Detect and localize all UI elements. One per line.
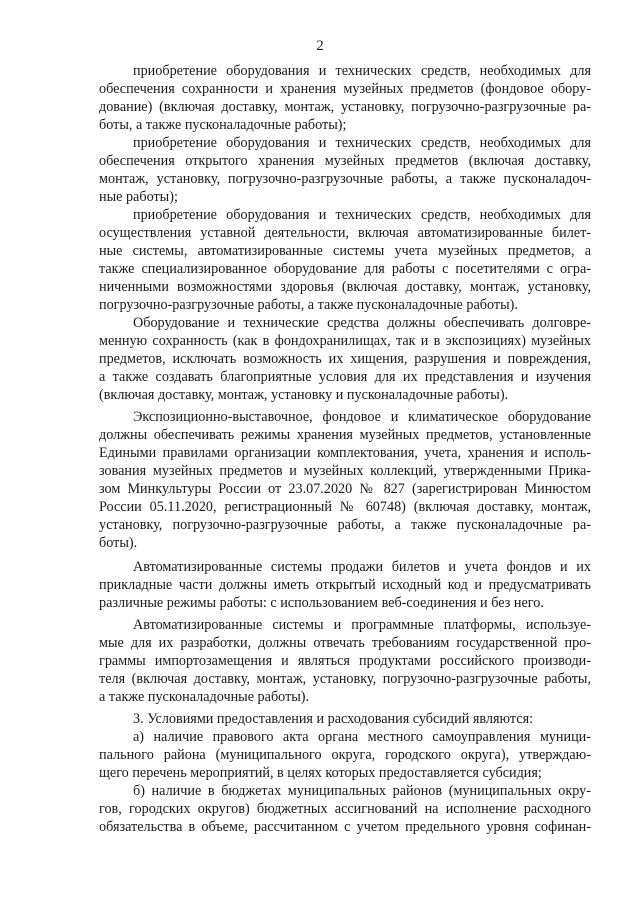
text-line: приобретение оборудования и технических средств, необходимых для: [133, 135, 591, 151]
text-line: боты).: [99, 535, 138, 551]
paragraph: [99, 408, 591, 552]
text-line: осуществления уставной деятельности, включая автоматизированные билет-: [99, 225, 591, 241]
text-line: а) наличие правового акта органа местного самоуправления муници-: [133, 729, 591, 745]
text-line: монтаж, установку, погрузочно-разгрузочные работы, а также пусконаладоч-: [99, 171, 591, 187]
text-line: Автоматизированные системы продажи билетов и учета фондов и их: [133, 559, 591, 575]
text-line: Автоматизированные системы и программные платформы, используе-: [133, 617, 591, 633]
paragraph: [99, 314, 591, 404]
paragraph: [99, 710, 591, 728]
text-line: 3. Условиями предоставления и расходования субсидий являются:: [133, 711, 534, 727]
text-line: погрузочно-разгрузочные работы, а также пусконаладочные работы).: [99, 297, 518, 313]
text-line: Едиными правилами организации комплектования, учета, хранения и исполь-: [99, 445, 591, 461]
text-line: дование) (включая доставку, монтаж, установку, погрузочно-разгрузочные ра-: [99, 99, 591, 115]
text-line: (включая доставку, монтаж, установку и пусконаладочные работы).: [99, 387, 509, 403]
text-line: боты, а также пусконаладочные работы);: [99, 117, 347, 133]
text-line: приобретение оборудования и технических средств, необходимых для: [133, 63, 591, 79]
text-line: менную сохранность (как в фондохранилищах, так и в экспозициях) музейных: [99, 333, 591, 349]
text-line: также специализированное оборудование для работы с посетителями с огра-: [99, 261, 591, 277]
text-line: Экспозиционно-выставочное, фондовое и климатическое оборудование: [133, 409, 591, 425]
text-line: теля (включая доставку, монтаж, установку, погрузочно-разгрузочные работы,: [99, 671, 591, 687]
text-line: ниченными возможностями здоровья (включая доставку, монтаж, установку,: [99, 279, 591, 295]
paragraph: [99, 558, 591, 612]
page-number: 2: [316, 38, 324, 54]
text-line: обеспечения открытого хранения музейных предметов (включая доставку,: [99, 153, 591, 169]
text-line: щего перечень мероприятий, в целях которых предоставляется субсидия;: [99, 765, 542, 781]
text-line: обеспечения сохранности и хранения музейных предметов (фондовое обору-: [99, 81, 591, 97]
text-line: Оборудование и технические средства должны обеспечивать долговре-: [133, 315, 591, 331]
text-line: ные работы);: [99, 189, 178, 205]
text-line: зом Минкультуры России от 23.07.2020 № 827 (зарегистрирован Минюстом: [99, 481, 591, 497]
paragraph: [99, 728, 591, 782]
text-line: различные режимы работы: с использованием веб-соединения и без него.: [99, 595, 544, 611]
text-line: граммы импортозамещения и являться продуктами российского производи-: [99, 653, 591, 669]
document-body: [99, 62, 591, 836]
text-line: ные системы, автоматизированные системы учета музейных предметов, а: [99, 243, 591, 259]
text-line: пального района (муниципального округа, городского округа), утверждаю-: [99, 747, 591, 763]
text-line: прикладные части должны иметь открытый исходный код и предусматривать: [99, 577, 591, 593]
text-line: а также пусконаладочные работы).: [99, 689, 310, 705]
paragraph: [99, 616, 591, 706]
paragraph: [99, 782, 591, 836]
text-line: а также создавать благоприятные условия для их представления и изучения: [99, 369, 591, 385]
paragraph: [99, 134, 591, 206]
paragraph: [99, 206, 591, 314]
text-line: установку, погрузочно-разгрузочные работы, а также пусконаладочные ра-: [99, 517, 591, 533]
text-line: приобретение оборудования и технических средств, необходимых для: [133, 207, 591, 223]
text-line: б) наличие в бюджетах муниципальных районов (муниципальных окру-: [133, 783, 591, 799]
text-line: гов, городских округов) бюджетных ассигнований на исполнение расходного: [99, 801, 591, 817]
text-line: зования музейных предметов и музейных коллекций, утвержденными Прика-: [99, 463, 591, 479]
text-line: должны обеспечивать режимы хранения музейных предметов, установленные: [99, 427, 591, 443]
text-line: обязательства в объеме, рассчитанном с учетом предельного уровня софинан-: [99, 819, 591, 835]
paragraph: [99, 62, 591, 134]
text-line: России 05.11.2020, регистрационный № 60748) (включая доставку, монтаж,: [99, 499, 591, 515]
text-line: мые для их разработки, должны отвечать требованиям государственной про-: [99, 635, 591, 651]
text-line: предметов, исключать возможность их хищения, разрушения и повреждения,: [99, 351, 591, 367]
